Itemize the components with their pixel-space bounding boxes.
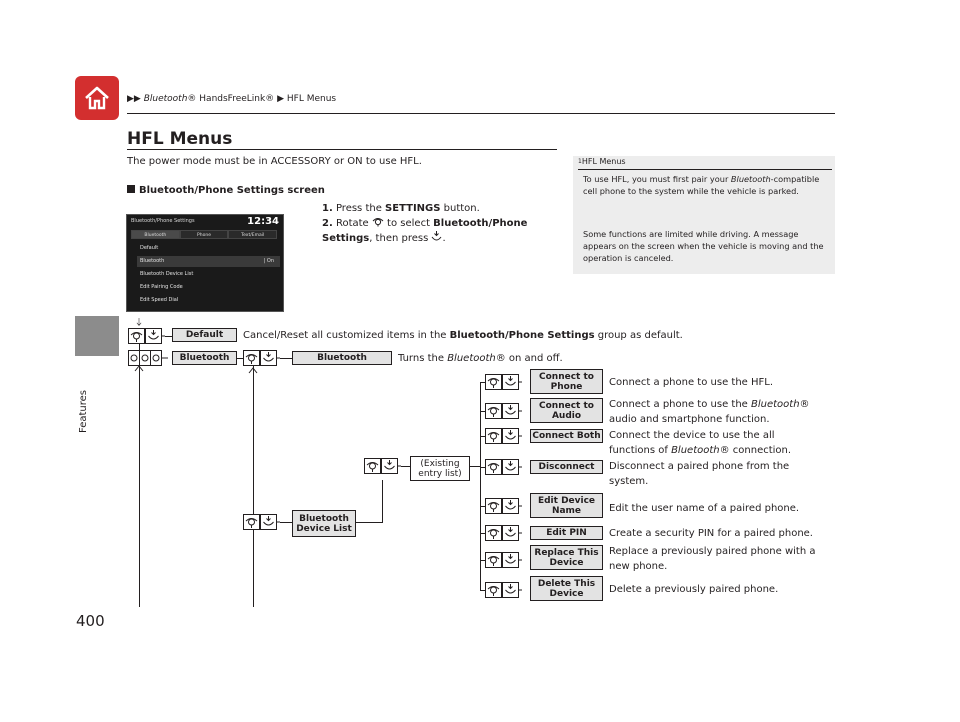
connector: [280, 522, 292, 523]
step-2-num: 2.: [322, 218, 333, 229]
step-1-post: button.: [440, 203, 480, 214]
replace-this-device-button[interactable]: [530, 545, 603, 570]
page-number: 400: [76, 612, 105, 630]
rotate-press-icon: [243, 514, 280, 530]
step-2-post: , then press: [369, 233, 432, 244]
note-paragraph-1: [583, 173, 831, 197]
desc-l2-italic: Bluetooth: [671, 445, 720, 456]
trunk-line: [139, 333, 140, 607]
delete-this-device-button[interactable]: [530, 576, 603, 601]
rotate-press-icon: [485, 582, 522, 598]
desc-line-2: audio and smartphone function.: [609, 414, 770, 425]
rotate-press-icon: [364, 458, 401, 474]
screen-tab-bluetooth: Bluetooth: [131, 230, 180, 239]
desc-line-1: Connect the device to use the all: [609, 430, 775, 441]
connect-to-phone-desc: Connect a phone to use the HFL.: [609, 377, 774, 388]
screen-item-pairing-code: Edit Pairing Code: [140, 284, 183, 290]
desc-l2-pre: functions of: [609, 445, 672, 456]
page-title: HFL Menus: [127, 129, 233, 149]
disconnect-desc: [609, 459, 789, 489]
note-p1-italic: Bluetooth: [730, 174, 771, 184]
note-rule: [578, 169, 832, 170]
existing-l2: entry list): [418, 468, 462, 479]
connect-to-phone-button[interactable]: [530, 369, 603, 394]
step-2: [322, 216, 562, 246]
default-desc-pre: Cancel/Reset all customized items in the: [243, 330, 450, 341]
bluetooth-button[interactable]: Bluetooth: [172, 351, 237, 365]
section-heading-text: Bluetooth/Phone Settings screen: [139, 185, 325, 196]
bluetooth-desc-post: ® on and off.: [495, 353, 563, 364]
btn-line-2: Phone: [550, 381, 583, 392]
rotate-press-icon: [485, 525, 522, 541]
breadcrumb-part2[interactable]: HFL Menus: [286, 94, 337, 104]
btn-line-1: Connect to: [539, 371, 594, 382]
device-list-l1: Bluetooth: [299, 513, 349, 524]
btn-line-1: Connect to: [539, 400, 594, 411]
device-list-l2: Device List: [296, 523, 352, 534]
breadcrumb-part1[interactable]: Bluetooth: [143, 94, 188, 104]
desc-post: ®: [799, 399, 810, 410]
screen-clock: 12:34: [247, 216, 279, 227]
connect-both-desc: [609, 428, 791, 458]
bluetooth-desc-italic: Bluetooth: [447, 353, 496, 364]
rotate-press-icon: [243, 350, 280, 366]
rotate-press-icon: [128, 328, 165, 344]
existing-entry-list[interactable]: [410, 456, 470, 481]
note-paragraph-2: Some functions are limited while driving. A message appears on the screen when the vehicle is moving and the operation is canceled.: [583, 229, 824, 263]
btn-line-1: Delete This: [537, 578, 596, 589]
note-p1-post: -compatible cell phone to the system while the vehicle is parked.: [583, 174, 820, 196]
rotate-press-icon: [485, 428, 522, 444]
note-number: 1: [578, 158, 582, 165]
intro-text: The power mode must be in ACCESSORY or ON to use HFL.: [127, 156, 422, 167]
connector: [470, 466, 480, 467]
connector: [280, 358, 292, 359]
title-rule: [127, 149, 557, 150]
connector: [356, 522, 382, 523]
press-knob-icon: [431, 231, 442, 242]
delete-this-device-desc: Delete a previously paired phone.: [609, 584, 779, 595]
breadcrumb-part1-suffix: ® HandsFreeLink®: [187, 94, 275, 104]
default-desc-post: group as default.: [594, 330, 683, 341]
bluetooth-desc: [398, 351, 563, 366]
screen-item-speed-dial: Edit Speed Dial: [140, 297, 179, 303]
replace-this-device-desc: [609, 544, 816, 574]
sidebar-strip: [75, 316, 119, 356]
step-2-pre: Rotate: [335, 218, 372, 229]
disconnect-button[interactable]: Disconnect: [530, 460, 603, 474]
rotate-press-icon: [485, 498, 522, 514]
edit-device-name-button[interactable]: [530, 493, 603, 518]
bluetooth-desc-pre: Turns the: [398, 353, 448, 364]
note-title: HFL Menus: [581, 157, 626, 166]
rotate-press-icon: [485, 403, 522, 419]
desc-italic: Bluetooth: [751, 399, 800, 410]
desc-l2-post: ® connection.: [719, 445, 792, 456]
step-1-pre: Press the: [335, 203, 386, 214]
note-p1-pre: To use HFL, you must first pair your: [583, 174, 731, 184]
screen-item-bluetooth-on: On: [266, 258, 274, 264]
screen-item-default: Default: [140, 245, 159, 251]
device-list-button[interactable]: [292, 510, 356, 537]
desc-pre: Connect a phone to use the: [609, 399, 751, 410]
screen-item-bluetooth: [137, 256, 280, 267]
rotate-press-icon: [128, 350, 168, 366]
step-2-mid: to select: [383, 218, 434, 229]
breadcrumb-arrow-icon: ▶: [277, 94, 284, 104]
branch-line: [253, 366, 254, 607]
default-desc-bold: Bluetooth/Phone Settings: [449, 330, 595, 341]
note-heading: [578, 157, 626, 166]
rotate-knob-icon: [372, 216, 384, 227]
rotate-press-icon: [485, 459, 522, 475]
step-1: [322, 201, 480, 216]
connector: [382, 480, 383, 523]
screen-title: Bluetooth/Phone Settings: [131, 218, 195, 224]
btn-line-2: Name: [551, 505, 582, 516]
existing-l1: (Existing: [420, 458, 460, 469]
btn-line-1: Replace This: [534, 547, 599, 558]
screen-item-bluetooth-label: Bluetooth: [140, 258, 165, 264]
connect-to-audio-desc: [609, 397, 810, 427]
btn-line-2: Device: [549, 557, 584, 568]
home-icon: [83, 84, 111, 112]
step-1-bold: SETTINGS: [385, 203, 441, 214]
default-desc: [243, 328, 683, 343]
screen-item-device-list: Bluetooth Device List: [140, 271, 194, 277]
square-bullet-icon: [127, 185, 135, 193]
breadcrumb: [127, 94, 336, 104]
breadcrumb-arrow-icon: ▶▶: [127, 94, 141, 104]
settings-screen-image: [126, 214, 284, 312]
connect-both-button[interactable]: Connect Both: [530, 429, 603, 443]
default-button[interactable]: Default: [172, 328, 237, 342]
connect-to-audio-button[interactable]: [530, 398, 603, 423]
desc-line-2: system.: [609, 476, 649, 487]
home-tab[interactable]: [75, 76, 119, 120]
screen-item-bluetooth-value: | On: [263, 258, 274, 264]
btn-line-2: Audio: [551, 410, 582, 421]
btn-line-2: Device: [549, 588, 584, 599]
bluetooth-toggle-button[interactable]: Bluetooth: [292, 351, 392, 365]
btn-line-1: Edit Device: [537, 495, 596, 506]
edit-pin-desc: Create a security PIN for a paired phone.: [609, 528, 813, 539]
screen-tab-text-email: Text/Email: [228, 230, 277, 239]
section-heading: [127, 185, 325, 196]
connector: [165, 336, 172, 337]
desc-line-1: Replace a previously paired phone with a: [609, 546, 816, 557]
edit-device-name-desc: Edit the user name of a paired phone.: [609, 503, 800, 514]
branch-up-arrow-icon: [248, 366, 258, 374]
screen-tab-phone: Phone: [180, 230, 229, 239]
step-2-bold: Bluetooth/Phone Settings: [322, 218, 528, 244]
rotate-press-icon: [485, 552, 522, 568]
header-rule: [127, 113, 835, 114]
desc-line-1: Disconnect a paired phone from the: [609, 461, 790, 472]
connector: [401, 466, 410, 467]
screen-tabs: [131, 230, 277, 239]
step-2-end: .: [442, 233, 446, 244]
sidebar-label: Features: [78, 390, 89, 433]
trunk-down-arrow-icon: [134, 318, 144, 326]
edit-pin-button[interactable]: Edit PIN: [530, 526, 603, 540]
step-1-num: 1.: [322, 203, 333, 214]
rotate-press-icon: [485, 374, 522, 390]
desc-line-2: new phone.: [609, 561, 668, 572]
